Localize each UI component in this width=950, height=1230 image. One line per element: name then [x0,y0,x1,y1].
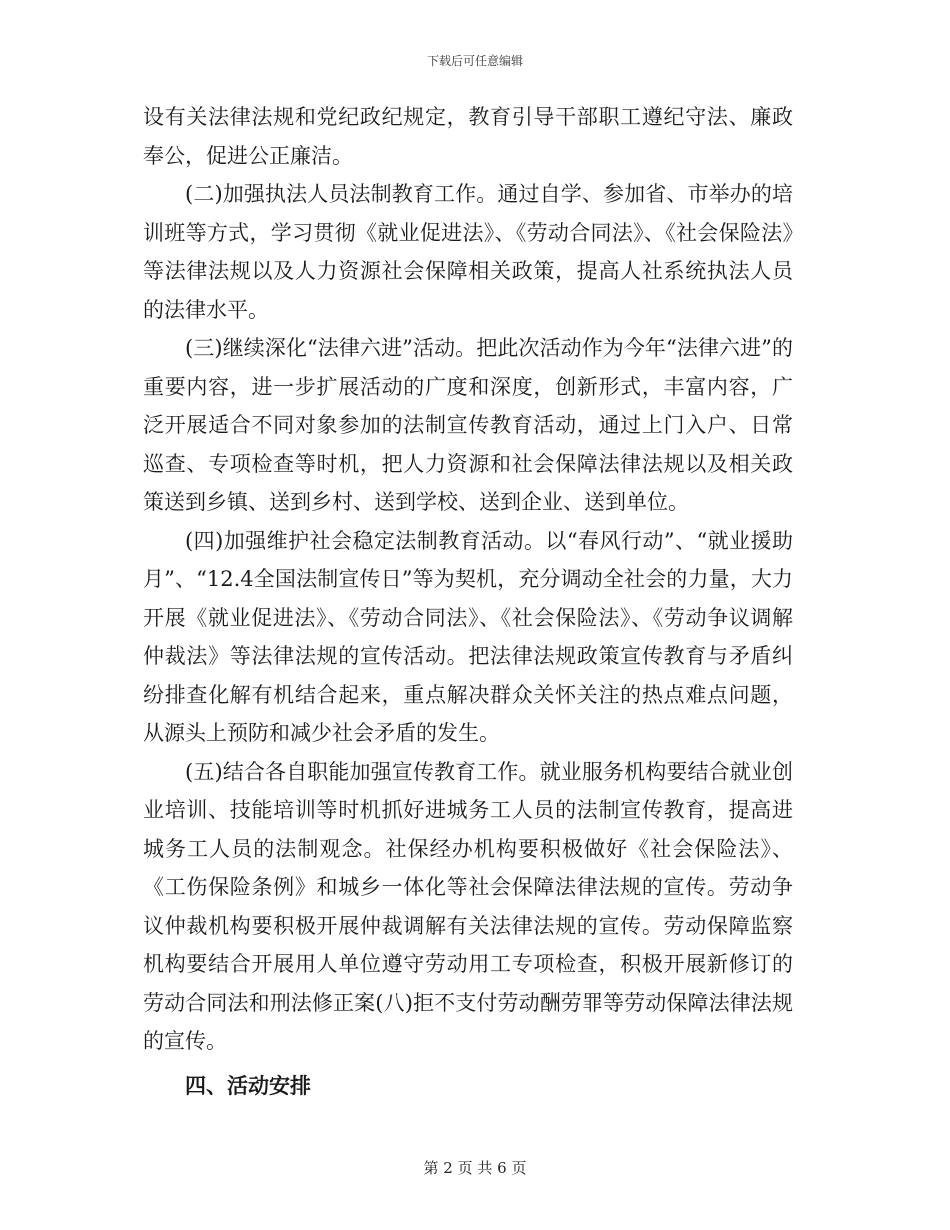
paragraph-section-5: (五)结合各自职能加强宣传教育工作。就业服务机构要结合就业创业培训、技能培训等时机抓好进城务工人员的法制宣传教育，提高进城务工人员的法制观念。社保经办机构要积极做好《社会保险法》、《工伤保险条例》和城乡一体化等社会保障法律法规的宣传。劳动争议仲裁机构要积极开展仲裁调解有关法律法规的宣传。劳动保障监察机构要结合开展用人单位遵守劳动用工专项检查，积极开展新修订的劳动合同法和刑法修正案(八)拒不支付劳动酬劳罪等劳动保障法律法规的宣传。 [143,759,793,1053]
paragraph-section-4: (四)加强维护社会稳定法制教育活动。以“春风行动”、“就业援助月”、“12.4全国法制宣传日”等为契机，充分调动全社会的力量，大力开展《就业促进法》、《劳动合同法》、《社会保险法》、《劳动争议调解仲裁法》等法律法规的宣传活动。把法律法规政策宣传教育与矛盾纠纷排查化解有机结合起来，重点解决群众关怀关注的热点难点问题，从源头上预防和减少社会矛盾的发生。 [143,528,793,745]
document-body [143,98,793,1107]
paragraph-section-2: (二)加强执法人员法制教育工作。通过自学、参加省、市举办的培训班等方式，学习贯彻《就业促进法》、《劳动合同法》、《社会保险法》等法律法规以及人力资源社会保障相关政策，提高人社系统执法人员的法律水平。 [143,182,793,322]
paragraph-section-3: (三)继续深化“法律六进”活动。把此次活动作为今年“法律六进”的重要内容，进一步扩展活动的广度和深度，创新形式，丰富内容，广泛开展适合不同对象参加的法制宣传教育活动，通过上门入户、日常巡查、专项检查等时机，把人力资源和社会保障法律法规以及相关政策送到乡镇、送到乡村、送到学校、送到企业、送到单位。 [143,336,793,514]
section-heading: 四、活动安排 [185,1073,311,1098]
page-number: 第 2 页 共 6 页 [423,1159,527,1177]
paragraph-continuation: 设有关法律法规和党纪政纪规定，教育引导干部职工遵纪守法、廉政奉公，促进公正廉洁。 [143,105,793,168]
page-header: 下载后可任意编辑 [426,54,523,68]
